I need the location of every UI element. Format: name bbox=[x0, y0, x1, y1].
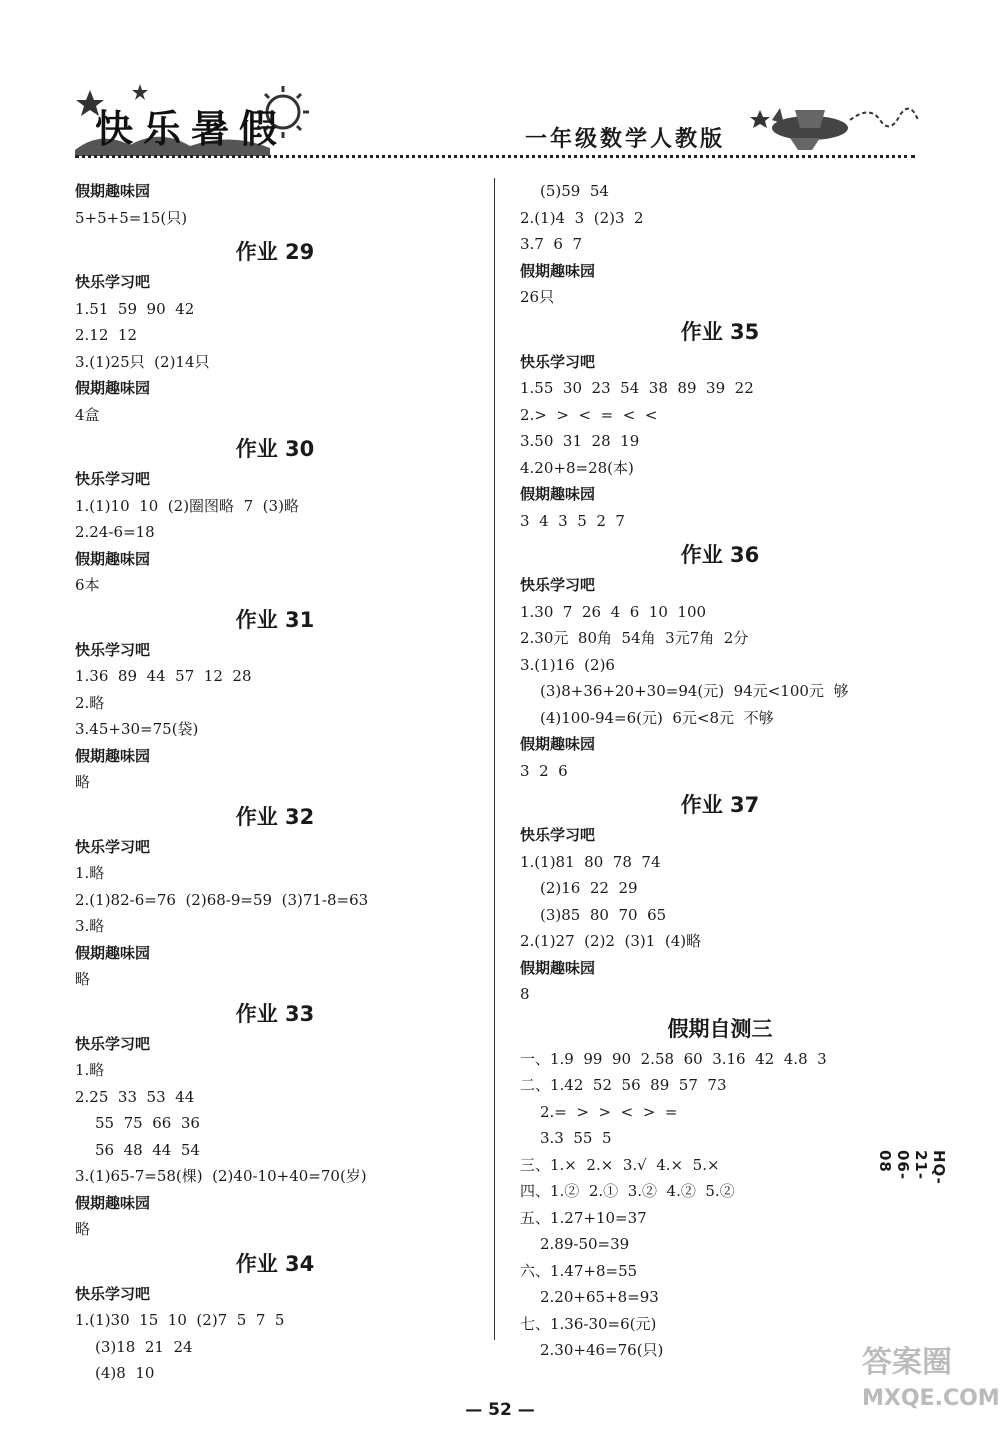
answer-line: 2.12 12 bbox=[75, 326, 138, 344]
answer-line: 1.55 30 23 54 38 89 39 22 bbox=[520, 379, 754, 397]
section-title: 假期趣味园 bbox=[75, 379, 151, 397]
answer-line: 2.(1)27 (2)2 (3)1 (4)略 bbox=[520, 932, 702, 950]
site-watermark bbox=[862, 1345, 1000, 1417]
answer-line: 2.89-50=39 bbox=[540, 1235, 630, 1253]
airplane-icon bbox=[772, 108, 848, 150]
print-code: HQ-21-06-08 bbox=[876, 1150, 948, 1185]
section-title: 假期趣味园 bbox=[75, 549, 151, 568]
answer-line: 2.24-6=18 bbox=[75, 523, 155, 541]
section-title: 快乐学习吧 bbox=[75, 470, 151, 488]
answer-line: 3.3 55 5 bbox=[540, 1129, 612, 1147]
section-title: 假期趣味园 bbox=[520, 485, 596, 503]
section-title: 假期趣味园 bbox=[520, 261, 596, 280]
answer-line: 26只 bbox=[520, 288, 555, 306]
answer-line: 略 bbox=[75, 970, 91, 988]
answer-line: 1.(1)10 10 (2)圈图略 7 (3)略 bbox=[75, 496, 299, 515]
answer-line: 2.(1)82-6=76 (2)68-9=59 (3)71-8=63 bbox=[75, 890, 369, 909]
section-title: 快乐学习吧 bbox=[520, 826, 596, 844]
watermark-logo: 答案圈 bbox=[862, 1345, 952, 1380]
answer-line: 56 48 44 54 bbox=[95, 1140, 200, 1159]
answer-line: (4)8 10 bbox=[95, 1364, 155, 1382]
header-rule bbox=[75, 155, 915, 158]
answer-line: (3)85 80 70 65 bbox=[540, 905, 667, 924]
assignment-heading: 作业 29 bbox=[235, 240, 315, 264]
answer-line: 2.= > > < > = bbox=[540, 1102, 678, 1121]
assignment-heading: 作业 31 bbox=[235, 607, 315, 632]
answer-line: 3 2 6 bbox=[520, 761, 568, 780]
book-subtitle: 一年级数学人教版 bbox=[525, 126, 726, 152]
answer-line: 1.(1)81 80 78 74 bbox=[520, 852, 661, 871]
section-title: 假期趣味园 bbox=[520, 735, 596, 753]
answer-line: 3.(1)65-7=58(棵) (2)40-10+40=70(岁) bbox=[75, 1167, 367, 1185]
section-title: 假期趣味园 bbox=[75, 1193, 151, 1212]
answer-line: 4盒 bbox=[75, 405, 100, 424]
section-title: 快乐学习吧 bbox=[75, 837, 151, 856]
section-title: 快乐学习吧 bbox=[75, 1034, 151, 1053]
answer-line: 二、1.42 52 56 89 57 73 bbox=[520, 1076, 727, 1094]
airplane-decoration bbox=[750, 90, 920, 155]
brand-title: 快乐暑假 bbox=[95, 107, 288, 151]
answer-line: 3.(1)16 (2)6 bbox=[520, 655, 615, 674]
answer-line: 3.(1)25只 (2)14只 bbox=[75, 352, 210, 371]
answer-line: 3 4 3 5 2 7 bbox=[520, 511, 625, 530]
answer-line: 四、1.② 2.① 3.② 4.② 5.② bbox=[520, 1182, 735, 1200]
answer-line: 2.30+46=76(只) bbox=[540, 1341, 664, 1359]
answer-line: 55 75 66 36 bbox=[95, 1114, 200, 1132]
answer-line: 1.略 bbox=[75, 1061, 105, 1079]
answer-line: 1.略 bbox=[75, 864, 105, 882]
answer-line: 2.30元 80角 54角 3元7角 2分 bbox=[520, 629, 749, 647]
page-number: — 52 — bbox=[465, 1400, 535, 1420]
section-title: 假期趣味园 bbox=[75, 746, 151, 765]
assignment-heading: 作业 33 bbox=[235, 1001, 315, 1026]
answer-line: 六、1.47+8=55 bbox=[520, 1261, 638, 1280]
star-icon bbox=[750, 110, 770, 128]
answer-line: 4.20+8=28(本) bbox=[520, 458, 634, 477]
assignment-heading: 假期自测三 bbox=[667, 1016, 773, 1041]
assignment-heading: 作业 32 bbox=[235, 804, 315, 829]
answer-line: 8 bbox=[520, 985, 530, 1003]
watermark-url: MXQE.COM bbox=[862, 1386, 1000, 1411]
answer-line: (2)16 22 29 bbox=[540, 879, 638, 897]
answer-line: (3)18 21 24 bbox=[95, 1337, 193, 1356]
assignment-heading: 作业 34 bbox=[235, 1251, 315, 1276]
section-title: 快乐学习吧 bbox=[75, 640, 151, 659]
answer-line: (4)100-94=6(元) 6元<8元 不够 bbox=[540, 708, 774, 727]
answer-line: 七、1.36-30=6(元) bbox=[520, 1314, 657, 1333]
answer-line: 5+5+5=15(只) bbox=[75, 208, 188, 227]
right-answer-column bbox=[520, 178, 920, 1364]
answer-line: 2.> > < = < < bbox=[520, 405, 658, 424]
section-title: 假期趣味园 bbox=[75, 943, 151, 962]
answer-line: 1.(1)30 15 10 (2)7 5 7 5 bbox=[75, 1311, 285, 1329]
assignment-heading: 作业 37 bbox=[680, 793, 760, 817]
answer-line: 三、1.× 2.× 3.√ 4.× 5.× bbox=[520, 1155, 720, 1174]
answer-line: 6本 bbox=[75, 576, 100, 594]
column-divider bbox=[494, 178, 495, 1340]
section-title: 假期趣味园 bbox=[75, 182, 151, 200]
answer-line: 3.7 6 7 bbox=[520, 235, 583, 253]
answer-line: 略 bbox=[75, 773, 91, 791]
answer-line: 3.略 bbox=[75, 917, 105, 935]
page-header bbox=[0, 0, 1000, 175]
answer-line: 1.51 59 90 42 bbox=[75, 299, 195, 318]
answer-line: 3.45+30=75(袋) bbox=[75, 720, 199, 738]
answer-line: 1.36 89 44 57 12 28 bbox=[75, 667, 252, 685]
section-title: 快乐学习吧 bbox=[75, 1284, 151, 1303]
assignment-heading: 作业 35 bbox=[680, 319, 760, 344]
answer-line: 五、1.27+10=37 bbox=[520, 1208, 647, 1227]
answer-line: (5)59 54 bbox=[540, 182, 609, 200]
answer-line: 一、1.9 99 90 2.58 60 3.16 42 4.8 3 bbox=[520, 1049, 827, 1068]
assignment-heading: 作业 30 bbox=[235, 437, 315, 461]
answer-line: 2.25 33 53 44 bbox=[75, 1087, 195, 1106]
answer-line: 2.(1)4 3 (2)3 2 bbox=[520, 208, 644, 227]
section-title: 快乐学习吧 bbox=[520, 352, 596, 371]
answer-line: 略 bbox=[75, 1220, 91, 1238]
assignment-heading: 作业 36 bbox=[680, 543, 760, 567]
flight-trail bbox=[850, 109, 918, 127]
answer-line: (3)8+36+20+30=94(元) 94元<100元 够 bbox=[540, 682, 849, 700]
section-title: 假期趣味园 bbox=[520, 958, 596, 977]
answer-line: 2.略 bbox=[75, 693, 105, 712]
answer-line: 2.20+65+8=93 bbox=[540, 1288, 659, 1306]
section-title: 快乐学习吧 bbox=[75, 273, 151, 291]
answer-line: 3.50 31 28 19 bbox=[520, 432, 640, 450]
answer-line: 1.30 7 26 4 6 10 100 bbox=[520, 602, 707, 621]
section-title: 快乐学习吧 bbox=[520, 576, 596, 594]
left-answer-column bbox=[75, 178, 475, 1387]
